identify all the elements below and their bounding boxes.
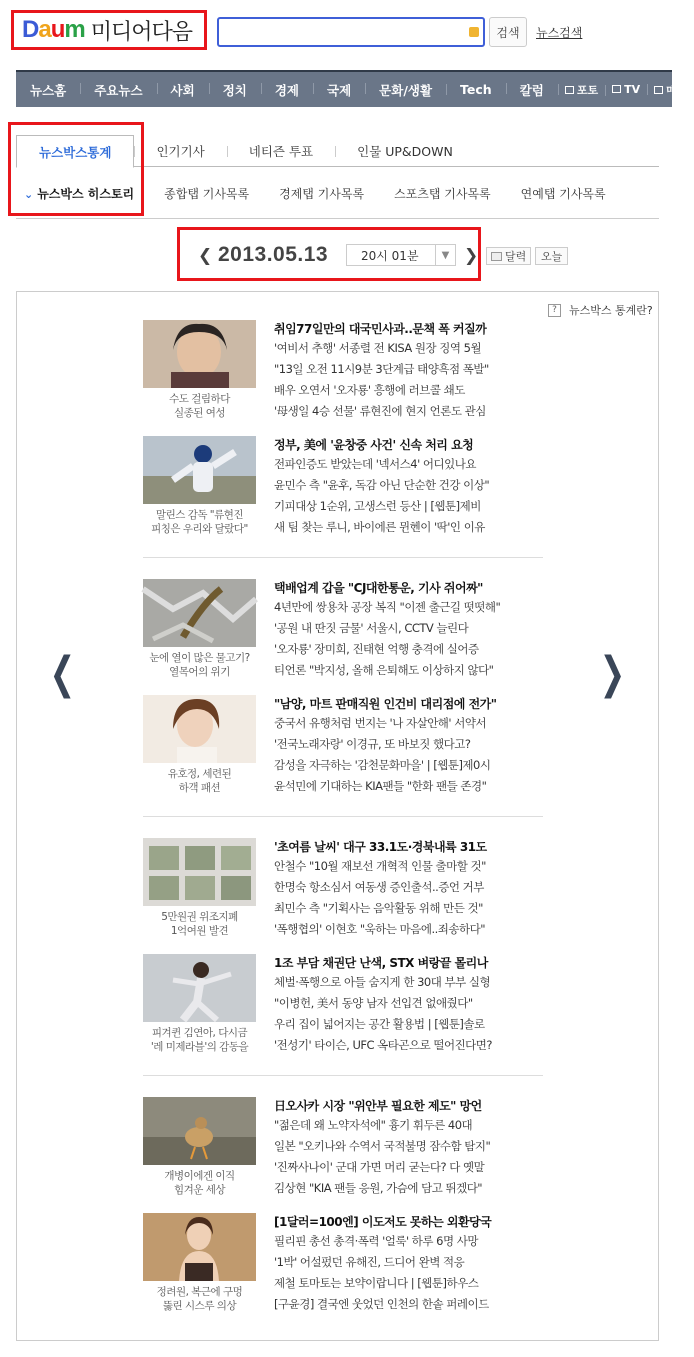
group-divider bbox=[143, 816, 543, 817]
group-divider bbox=[143, 557, 543, 558]
daum-logo[interactable] bbox=[11, 10, 207, 50]
headline-link[interactable]: 택배업계 갑을 "CJ대한통운, 기사 쥐어짜" bbox=[274, 581, 483, 595]
article-link[interactable]: 일본 "오키나와 수역서 국적불명 잠수함 탐지" bbox=[274, 1139, 491, 1153]
headline-link[interactable]: '초여름 날씨' 대구 33.1도·경북내륙 31도 bbox=[274, 840, 487, 854]
tab-person-updown[interactable]: 인물 UP&DOWN bbox=[335, 135, 475, 167]
thumbnail-caption[interactable]: 수도 걸림하다 실종된 여성 bbox=[169, 393, 230, 419]
subtab-sports[interactable]: 스포츠탭 기사목록 bbox=[394, 186, 491, 201]
article-link[interactable]: 배우 오연서 '오자룡' 흥행에 러브콜 쇄도 bbox=[274, 383, 465, 397]
news-item bbox=[143, 320, 543, 430]
help-link[interactable] bbox=[548, 302, 653, 318]
gnb-item[interactable]: 정치 bbox=[209, 81, 261, 99]
news-item bbox=[143, 579, 543, 689]
news-thumbnail[interactable] bbox=[143, 954, 256, 1022]
news-item bbox=[143, 695, 543, 805]
article-link[interactable]: 우리 집이 넓어지는 공간 활용법 | [웹툰]솔로 bbox=[274, 1017, 485, 1031]
calendar-icon bbox=[491, 252, 502, 261]
article-link[interactable]: '전성기' 타이슨, UFC 옥타곤으로 떨어진다면? bbox=[274, 1038, 493, 1052]
global-nav bbox=[16, 70, 688, 107]
calendar-button-label: 달력 bbox=[505, 250, 527, 263]
prev-page-arrow[interactable]: ❮ bbox=[49, 648, 76, 699]
article-link[interactable]: 감성을 자극하는 '감천문화마을' | [웹툰]제0시 bbox=[274, 758, 491, 772]
gnb-item[interactable]: 사회 bbox=[157, 81, 209, 99]
headline-link[interactable]: [1달러=100엔] 이도저도 못하는 외환당국 bbox=[274, 1215, 492, 1229]
tv-icon bbox=[612, 85, 621, 93]
thumbnail-caption[interactable]: 정려원, 복근에 구멍 뚫린 시스루 의상 bbox=[156, 1286, 243, 1312]
next-page-arrow[interactable]: ❯ bbox=[599, 648, 626, 699]
article-link[interactable]: 티언론 "박지성, 올해 은퇴해도 이상하지 않다" bbox=[274, 663, 494, 677]
news-item bbox=[143, 1097, 543, 1207]
next-date-button[interactable]: ❯ bbox=[464, 246, 479, 266]
article-link[interactable]: 4년만에 쌍용차 공장 복직 "이젠 출근길 떳떳해" bbox=[274, 600, 501, 614]
subtab-economy[interactable]: 경제탭 기사목록 bbox=[279, 186, 365, 201]
article-link[interactable]: "젊은데 왜 노약자석에" 흉기 휘두른 40대 bbox=[274, 1118, 473, 1132]
gnb-item[interactable]: 경제 bbox=[261, 81, 313, 99]
news-thumbnail[interactable] bbox=[143, 320, 256, 388]
article-link[interactable]: '폭행협의' 이현호 "욱하는 마음에..죄송하다" bbox=[274, 922, 486, 936]
article-link[interactable]: 한명숙 항소심서 여동생 증인출석..증언 거부 bbox=[274, 880, 484, 894]
article-link[interactable]: 필리핀 총선 총격·폭력 '얼룩' 하루 6명 사망 bbox=[274, 1234, 478, 1248]
current-date: 2013.05.13 bbox=[218, 243, 329, 266]
news-thumbnail[interactable] bbox=[143, 1097, 256, 1165]
news-thumbnail[interactable] bbox=[143, 1213, 256, 1281]
headline-link[interactable]: 日오사카 시장 "위안부 필요한 제도" 망언 bbox=[274, 1099, 482, 1113]
thumbnail-caption[interactable]: 유호정, 세련된 하객 패션 bbox=[167, 768, 232, 794]
article-link[interactable]: "이병헌, 美서 동양 남자 선입견 없애줬다" bbox=[274, 996, 473, 1010]
news-item bbox=[143, 1213, 543, 1323]
logo-service-name: 미디어다음 bbox=[90, 19, 192, 45]
thumbnail-caption[interactable]: 말린스 감독 "류현진 피칭은 우리와 달랐다" bbox=[151, 509, 248, 535]
subtab-history[interactable]: ⌄ 뉴스박스 히스토리 bbox=[24, 185, 134, 202]
article-link[interactable]: 새 팀 찾는 루니, 바이에른 뮌헨이 '딱'인 이유 bbox=[274, 520, 485, 534]
headline-link[interactable]: "남양, 마트 판매직원 인건비 대리점에 전가" bbox=[274, 697, 497, 711]
help-text: 뉴스박스 통계란? bbox=[569, 304, 653, 317]
news-search-link[interactable]: 뉴스검색 bbox=[536, 26, 583, 40]
article-link[interactable]: 중국서 유행처럼 번지는 '나 자살안해' 서약서 bbox=[274, 716, 487, 730]
article-link[interactable]: 최민수 측 "기획사는 음악활동 위해 만든 것" bbox=[274, 901, 483, 915]
thumbnail-caption[interactable]: 5만원권 위조지폐 1억여원 발견 bbox=[161, 911, 238, 937]
headline-link[interactable]: 취임77일만의 대국민사과..문책 폭 커질까 bbox=[274, 322, 487, 336]
thumbnail-caption[interactable]: 눈에 열이 많은 물고기? 열목어의 위기 bbox=[149, 652, 250, 678]
gnb-item-magazine[interactable]: 매거 bbox=[647, 82, 694, 98]
gnb-item[interactable]: 주요뉴스 bbox=[80, 81, 156, 99]
news-thumbnail[interactable] bbox=[143, 579, 256, 647]
gnb-item[interactable]: 칼럼 bbox=[506, 81, 558, 99]
article-link[interactable]: '공원 내 딴짓 금물' 서울시, CCTV 늘린다 bbox=[274, 621, 469, 635]
thumbnail-caption[interactable]: 피겨퀸 김연아, 다시금 '레 미제라블'의 감동을 bbox=[150, 1027, 249, 1053]
gnb-item[interactable]: Tech bbox=[446, 82, 506, 97]
article-link[interactable]: '母생일 4승 선물' 류현진에 현지 언론도 관심 bbox=[274, 404, 486, 418]
tab-newsbox-stats[interactable]: 뉴스박스통계 bbox=[16, 135, 134, 168]
gnb-item[interactable]: 국제 bbox=[313, 81, 365, 99]
magazine-icon bbox=[654, 86, 663, 94]
article-link[interactable]: [구윤경] 결국엔 웃었던 인천의 한솥 퍼레이드 bbox=[274, 1297, 489, 1311]
help-icon: ? bbox=[548, 304, 561, 317]
headline-link[interactable]: 1조 부담 채권단 난색, STX 벼랑끝 몰리나 bbox=[274, 956, 488, 970]
subtab-entertainment[interactable]: 연예탭 기사목록 bbox=[520, 186, 606, 201]
search-button[interactable]: 검색 bbox=[489, 17, 527, 47]
gnb-item-tv[interactable]: TV bbox=[605, 83, 647, 96]
article-link[interactable]: 전파인증도 받았는데 '넥서스4' 어디있나요 bbox=[274, 457, 476, 471]
article-link[interactable]: 김상현 "KIA 팬들 응원, 가슴에 담고 뛰겠다" bbox=[274, 1181, 483, 1195]
article-link[interactable]: 안철수 "10월 재보선 개혁적 인물 출마할 것" bbox=[274, 859, 486, 873]
search-dropdown-icon[interactable] bbox=[469, 27, 479, 37]
news-thumbnail[interactable] bbox=[143, 695, 256, 763]
article-link[interactable]: '전국노래자랑' 이경규, 또 바보짓 했다고? bbox=[274, 737, 471, 751]
tab-netizen-vote[interactable]: 네티즌 투표 bbox=[227, 135, 335, 167]
thumbnail-caption[interactable]: 개병이에겐 이직 힘겨운 세상 bbox=[164, 1170, 235, 1196]
article-link[interactable]: '여비서 추행' 서종렬 전 KISA 원장 징역 5월 bbox=[274, 341, 482, 355]
prev-date-button[interactable]: ❮ bbox=[198, 246, 213, 266]
article-link[interactable]: '진짜사나이' 군대 가면 머리 굳는다? 다 옛말 bbox=[274, 1160, 485, 1174]
highlight-box bbox=[177, 227, 481, 281]
gnb-item-photo[interactable]: 포토 bbox=[558, 82, 605, 98]
logo-brand: Daum bbox=[22, 16, 85, 43]
news-item bbox=[143, 436, 543, 546]
article-link[interactable]: 윤민수 측 "윤후, 독감 아닌 단순한 건강 이상" bbox=[274, 478, 490, 492]
article-link[interactable]: 체벌·폭행으로 아들 숨지게 한 30대 부부 실형 bbox=[274, 975, 491, 989]
calendar-button[interactable] bbox=[486, 247, 531, 265]
gnb-item[interactable]: 문화/생활 bbox=[365, 81, 446, 99]
chevron-down-icon[interactable]: ▼ bbox=[435, 245, 455, 265]
news-thumbnail[interactable] bbox=[143, 436, 256, 504]
news-item bbox=[143, 954, 543, 1064]
gnb-item[interactable]: 뉴스홈 bbox=[30, 82, 67, 98]
article-link[interactable]: 제철 토마토는 보약이랍니다 | [웹툰]하우스 bbox=[274, 1276, 479, 1290]
news-item bbox=[143, 838, 543, 948]
divider bbox=[16, 218, 659, 219]
article-link[interactable]: 기피대상 1순위, 고생스런 등산 | [웹툰]제비 bbox=[274, 499, 481, 513]
article-link[interactable]: '1박' 어설펐던 유해진, 드디어 완벽 적응 bbox=[274, 1255, 465, 1269]
highlight-box bbox=[8, 122, 144, 216]
article-link[interactable]: "13일 오전 11시9분 3단계급 태양흑점 폭발" bbox=[274, 362, 489, 376]
subtab-general[interactable]: 종합탭 기사목록 bbox=[164, 186, 250, 201]
article-link[interactable]: 윤석민에 기대하는 KIA팬들 "한화 팬들 존경" bbox=[274, 779, 487, 793]
time-value: 20시 01분 bbox=[361, 248, 419, 263]
article-link[interactable]: '오자룡' 장미희, 진태현 억행 충격에 실어증 bbox=[274, 642, 479, 656]
today-button[interactable]: 오늘 bbox=[535, 247, 568, 265]
group-divider bbox=[143, 1075, 543, 1076]
tab-popular[interactable]: 인기기사 bbox=[134, 135, 226, 167]
search-input[interactable] bbox=[217, 17, 485, 47]
camera-icon bbox=[565, 86, 574, 94]
news-thumbnail[interactable] bbox=[143, 838, 256, 906]
headline-link[interactable]: 정부, 美에 '윤창중 사건' 신속 처리 요청 bbox=[274, 438, 474, 452]
